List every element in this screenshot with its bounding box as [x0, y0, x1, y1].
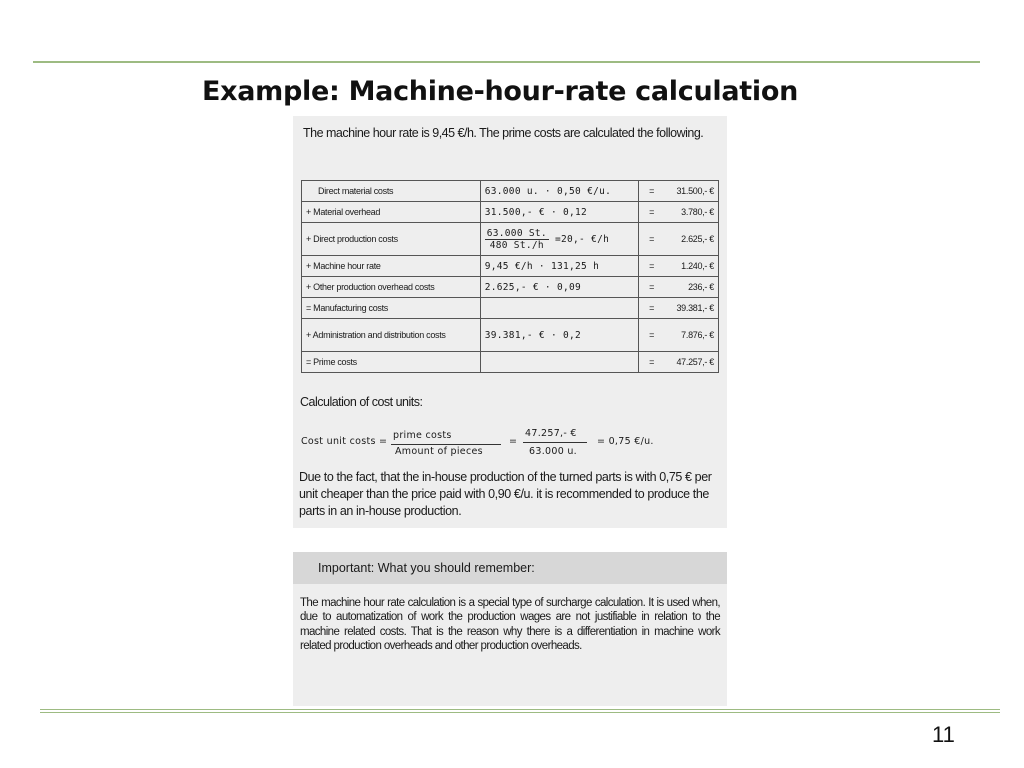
- fraction-result: =20,- €/h: [554, 233, 610, 245]
- cost-unit-formula: [301, 427, 721, 461]
- table-row: [302, 202, 719, 223]
- row-eq: =: [649, 186, 655, 196]
- row-calc: 9,45 €/h · 131,25 h: [480, 256, 638, 277]
- formula-denominator-1: Amount of pieces: [395, 446, 483, 457]
- calculation-panel: [293, 116, 727, 528]
- important-text: The machine hour rate calculation is a special type of surcharge calculation. It is used when, due to automatization of work the production wages are not justifiable in relation to the machine related costs. That is the reason why there is a differentiation in machine work related production overheads and other production overheads.: [300, 597, 720, 652]
- intro-text: The machine hour rate is 9,45 €/h. The prime costs are calculated the following.: [303, 126, 704, 140]
- row-calc: 2.625,- € · 0,09: [480, 277, 638, 298]
- row-calc: [480, 352, 638, 373]
- fraction-line-1: [391, 444, 501, 445]
- row-eq: =: [649, 207, 655, 217]
- row-label: + Material overhead: [302, 202, 481, 223]
- row-eq: =: [649, 234, 655, 244]
- row-result: 2.625,- €: [681, 234, 714, 244]
- row-result: 3.780,- €: [681, 207, 714, 217]
- fraction-numerator: 63.000 St.: [486, 227, 547, 239]
- row-label: + Other production overhead costs: [302, 277, 481, 298]
- calculation-table: [301, 180, 719, 373]
- table-row: [302, 319, 719, 352]
- row-label: + Machine hour rate: [302, 256, 481, 277]
- cost-units-title: Calculation of cost units:: [300, 395, 423, 409]
- row-result: 47.257,- €: [676, 357, 714, 367]
- row-label: + Administration and distribution costs: [302, 319, 481, 352]
- row-label: + Direct production costs: [302, 223, 481, 256]
- important-header: [293, 552, 727, 584]
- row-eq: =: [649, 261, 655, 271]
- row-result: 31.500,- €: [676, 186, 714, 196]
- table-row: [302, 256, 719, 277]
- row-eq: =: [649, 357, 655, 367]
- table-row: [302, 223, 719, 256]
- row-calc: 63.000 u. · 0,50 €/u.: [480, 181, 638, 202]
- top-rule: [33, 61, 980, 63]
- row-result: 7.876,- €: [681, 330, 714, 340]
- table-row: [302, 298, 719, 319]
- row-eq: =: [649, 282, 655, 292]
- table-row: [302, 181, 719, 202]
- fraction-denominator: 480 St./h: [489, 239, 544, 251]
- row-label: = Manufacturing costs: [302, 298, 481, 319]
- fraction: [485, 228, 609, 251]
- row-result: 39.381,- €: [676, 303, 714, 313]
- row-calc: 31.500,- € · 0,12: [480, 202, 638, 223]
- table-row: [302, 352, 719, 373]
- row-result: 1.240,- €: [681, 261, 714, 271]
- row-label: Direct material costs: [302, 181, 481, 202]
- important-panel: [293, 552, 727, 706]
- important-heading: Important: What you should remember:: [318, 561, 535, 575]
- row-label: = Prime costs: [302, 352, 481, 373]
- formula-numerator-1: prime costs: [393, 430, 452, 441]
- row-calc: [480, 298, 638, 319]
- formula-denominator-2: 63.000 u.: [529, 446, 578, 457]
- bottom-rule: [40, 709, 1000, 713]
- formula-equals: =: [509, 436, 518, 447]
- row-eq: =: [649, 330, 655, 340]
- page-title: Example: Machine-hour-rate calculation: [202, 76, 798, 107]
- formula-lhs: Cost unit costs =: [301, 436, 388, 447]
- formula-numerator-2: 47.257,- €: [525, 428, 577, 439]
- formula-result: = 0,75 €/u.: [597, 436, 654, 447]
- row-calc: 39.381,- € · 0,2: [480, 319, 638, 352]
- fraction-line-2: [523, 442, 587, 443]
- page-number: 11: [932, 722, 955, 747]
- table-row: [302, 277, 719, 298]
- conclusion-text: Due to the fact, that the in-house production of the turned parts is with 0,75 € per unit cheaper than the price paid with 0,90 €/u. it is recommended to produce the parts in an in-house production.: [299, 470, 712, 518]
- row-result: 236,- €: [688, 282, 714, 292]
- row-eq: =: [649, 303, 655, 313]
